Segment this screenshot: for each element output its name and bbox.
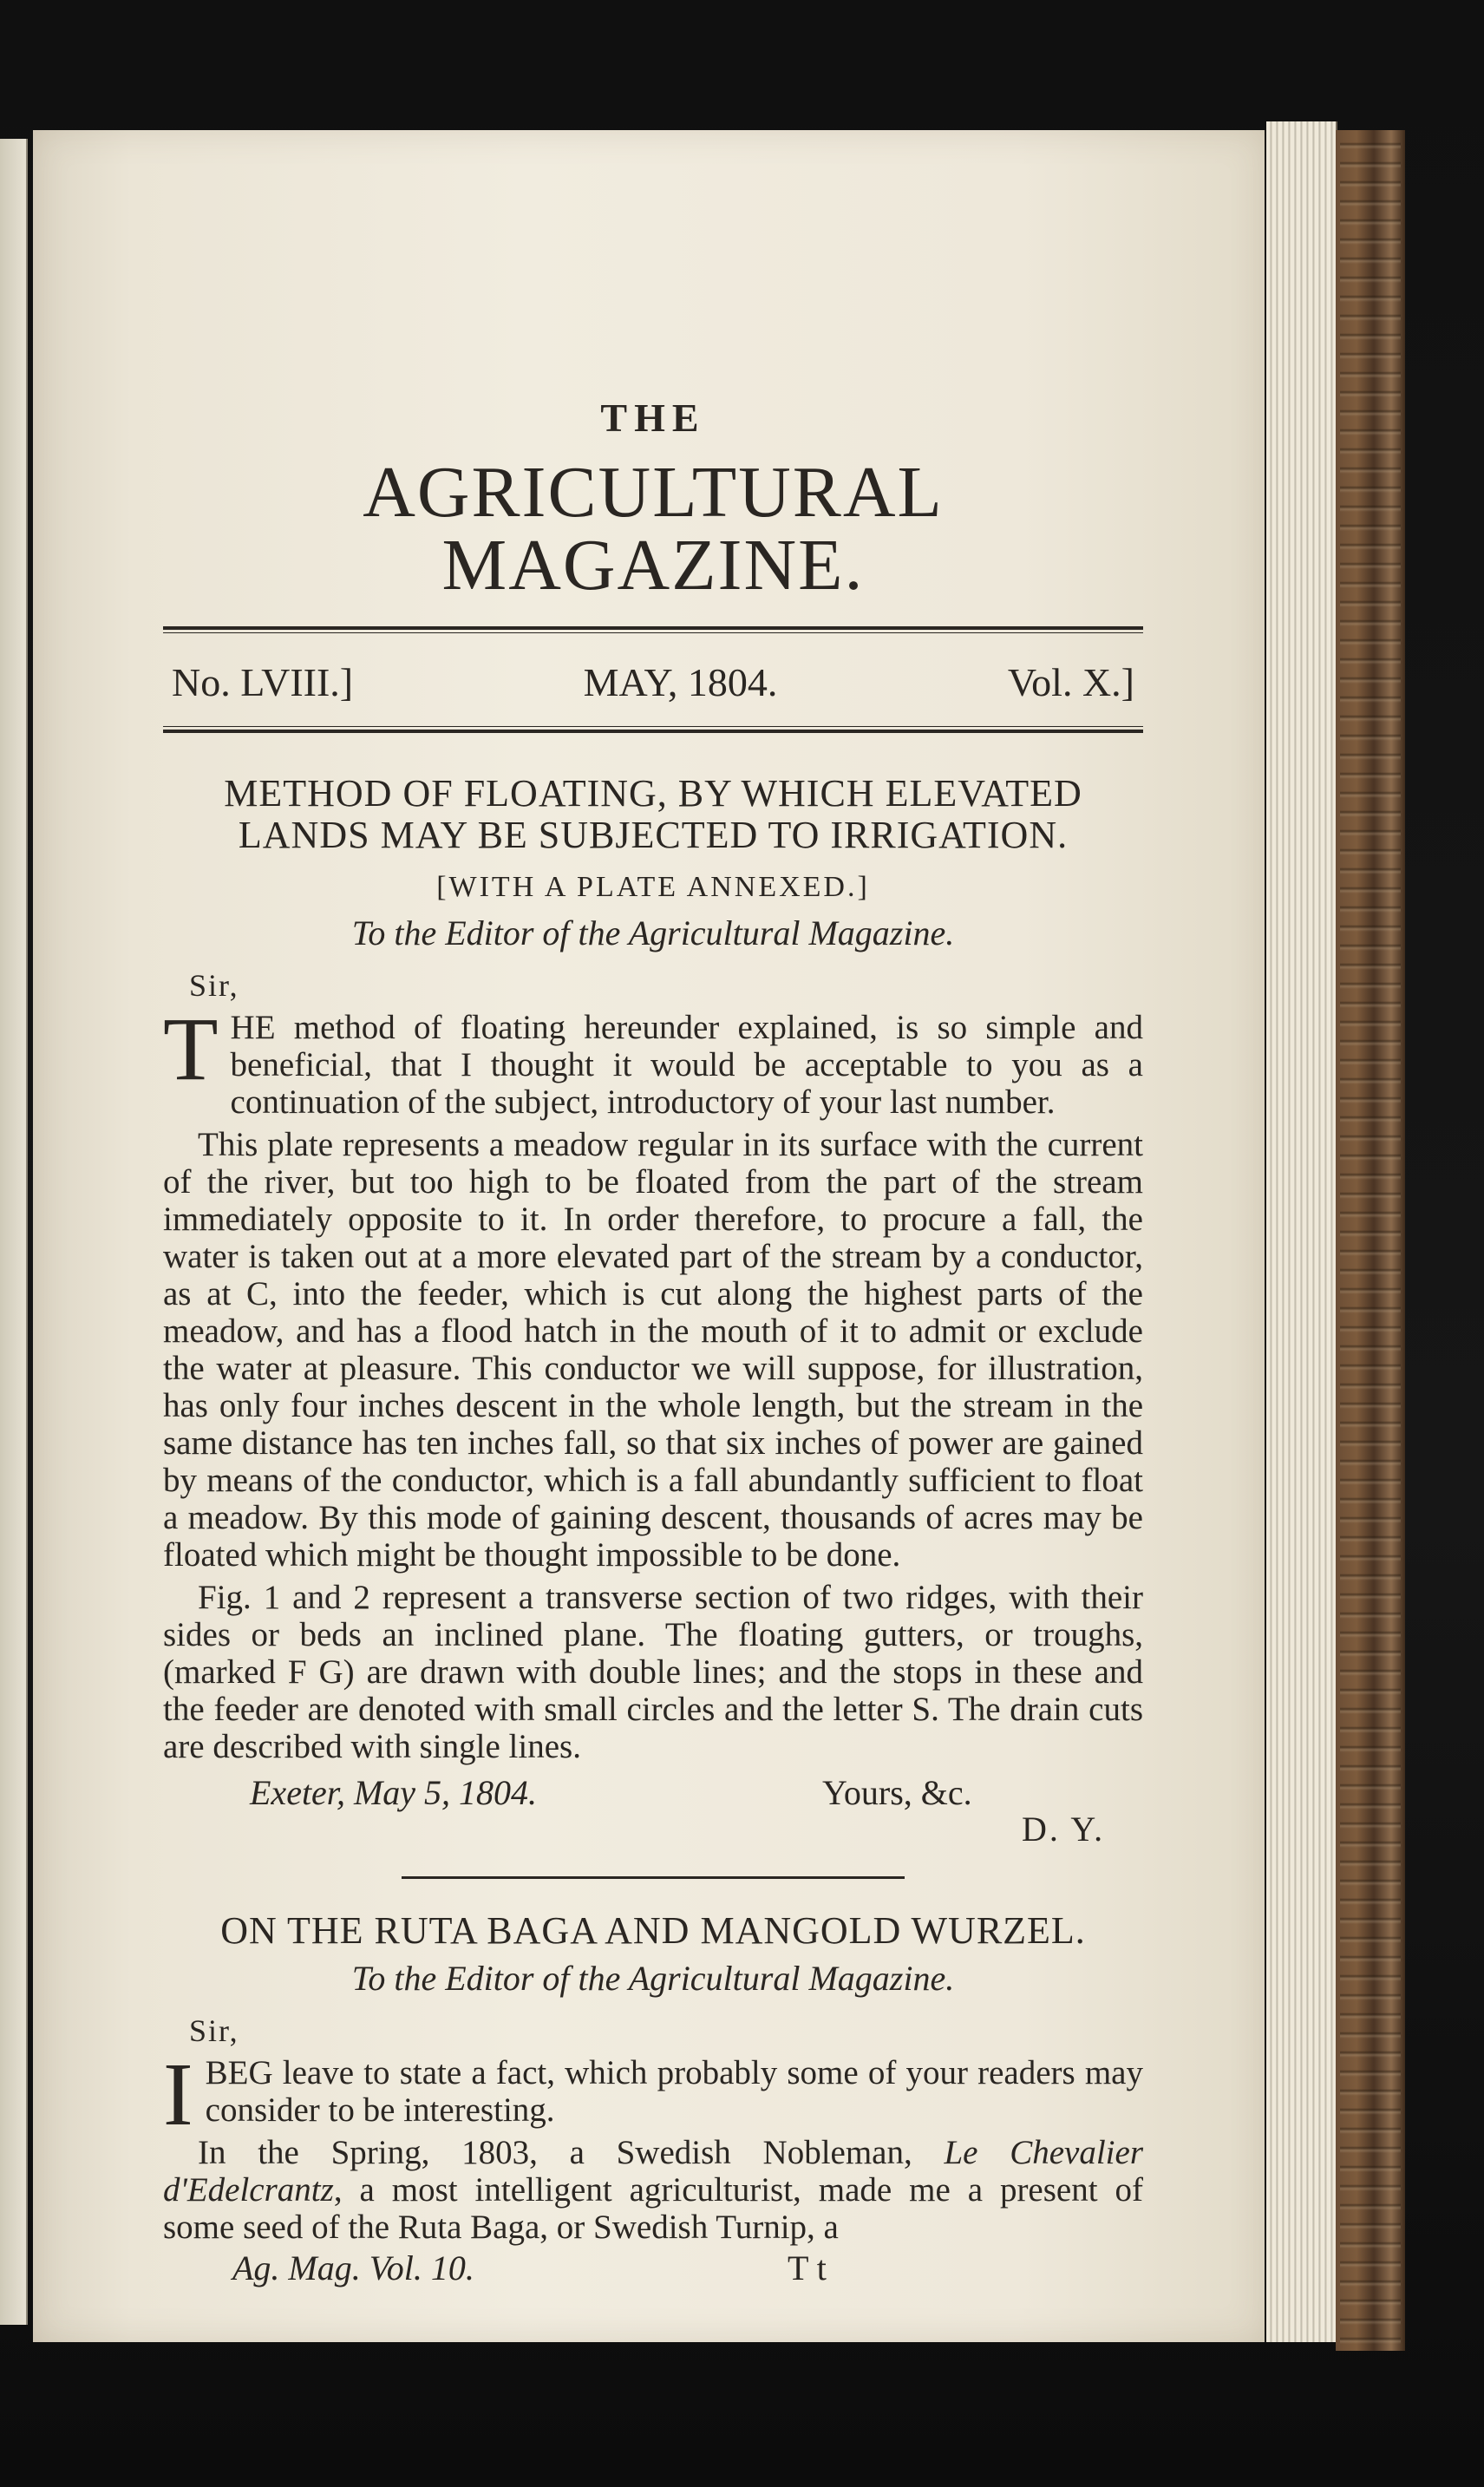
article1-signoff: [163, 1772, 1143, 1850]
article1-to-editor: To the Editor of the Agricultural Magazine.: [351, 913, 955, 953]
facing-page-edge: [0, 139, 28, 2325]
article2-salutation: Sir,: [189, 2013, 239, 2049]
cover-texture: [1340, 130, 1401, 2351]
article1-salutation: Sir,: [189, 968, 239, 1004]
page-content: [163, 260, 1143, 2291]
article1-title: [163, 773, 1143, 855]
footer-signature: Ag. Mag. Vol. 10.: [232, 2248, 474, 2288]
article2-paragraph-2-start: In the Spring, 1803, a Swedish Nobleman,: [198, 2134, 945, 2172]
footer-signature-mark: T t: [788, 2248, 827, 2288]
article1-title-line1: METHOD OF FLOATING, BY WHICH ELEVATED: [224, 772, 1082, 815]
page-footer: [163, 2248, 1143, 2291]
article1-paragraph-1-text: HE method of floating hereunder explained, is so simple and beneficial, that I thought it would be acceptable to you as a continuation of the subject, introductory of your last number.: [230, 1009, 1143, 1122]
article1-paragraph-1: [163, 999, 1143, 1122]
article2-to-editor: To the Editor of the Agricultural Magazine.: [351, 1959, 955, 1999]
article2-title: ON THE RUTA BAGA AND MANGOLD WURZEL.: [220, 1909, 1086, 1953]
page-block-edges: [1266, 121, 1337, 2342]
issue-date: MAY, 1804.: [583, 660, 778, 704]
article1-yours: Yours, &c.: [822, 1773, 972, 1813]
issue-volume: Vol. X.]: [1007, 660, 1134, 704]
article1-paragraph-2: This plate represents a meadow regular in its surface with the current of the river, but too high to be floated from the part of the stream immediately opposite to it. In order therefore, to procure a fall, the water is taken out at a more elevated part of the stream by a conductor, as at C, into the feeder, which is cut along the highest parts of the meadow, and has a flood hatch in the mouth of it to admit or exclude the water at pleasure. This conductor we will suppose, for illustration, has only four inches descent in the whole length, but the stream in the same distance has ten inches fall, so that six inches of power are gained by means of the conductor, which is a fall abundantly sufficient to float a meadow. By this mode of gaining descent, thousands of acres may be floated which might be thought impossible to be done.: [163, 1126, 1143, 1574]
article2-paragraph-2-end: , a most intelligent agriculturist, made me a present of some seed of the Ruta Baga, or Swedish Turnip, a: [163, 2171, 1143, 2247]
article1-plate-note: [WITH A PLATE ANNEXED.]: [436, 871, 870, 904]
masthead-the: THE: [600, 396, 706, 440]
masthead-rule-top: [163, 626, 1143, 633]
article2-dropcap: I: [163, 2045, 193, 2145]
section-divider: [402, 1876, 905, 1879]
article1-initials: D. Y.: [1022, 1810, 1106, 1849]
article1-paragraph-3: Fig. 1 and 2 represent a transverse section of two ridges, with their sides or beds an inclined plane. The floating gutters, or troughs, (marked F G) are drawn with double lines; and the stops in these and the feeder are denoted with small circles and the letter S. The drain cuts are described with single lines.: [163, 1579, 1143, 1766]
issue-line: [163, 659, 1143, 705]
article2-paragraph-2: [163, 2134, 1143, 2246]
article2-paragraph-1-text: BEG leave to state a fact, which probably some of your readers may consider to be interesting.: [205, 2054, 1143, 2130]
article1-place-date: Exeter, May 5, 1804.: [250, 1773, 538, 1813]
article1-title-line2: LANDS MAY BE SUBJECTED TO IRRIGATION.: [238, 813, 1069, 856]
book-page: [33, 130, 1265, 2342]
article2-paragraph-1: [163, 2045, 1143, 2145]
masthead-rule-bottom: [163, 726, 1143, 733]
article1-dropcap: T: [163, 999, 219, 1100]
issue-number: No. LVIII.]: [172, 660, 354, 704]
article2-chevalier-name: Le Chevalier d'Edelcrantz: [163, 2134, 1143, 2209]
masthead-title: AGRICULTURAL MAGAZINE.: [363, 452, 944, 605]
